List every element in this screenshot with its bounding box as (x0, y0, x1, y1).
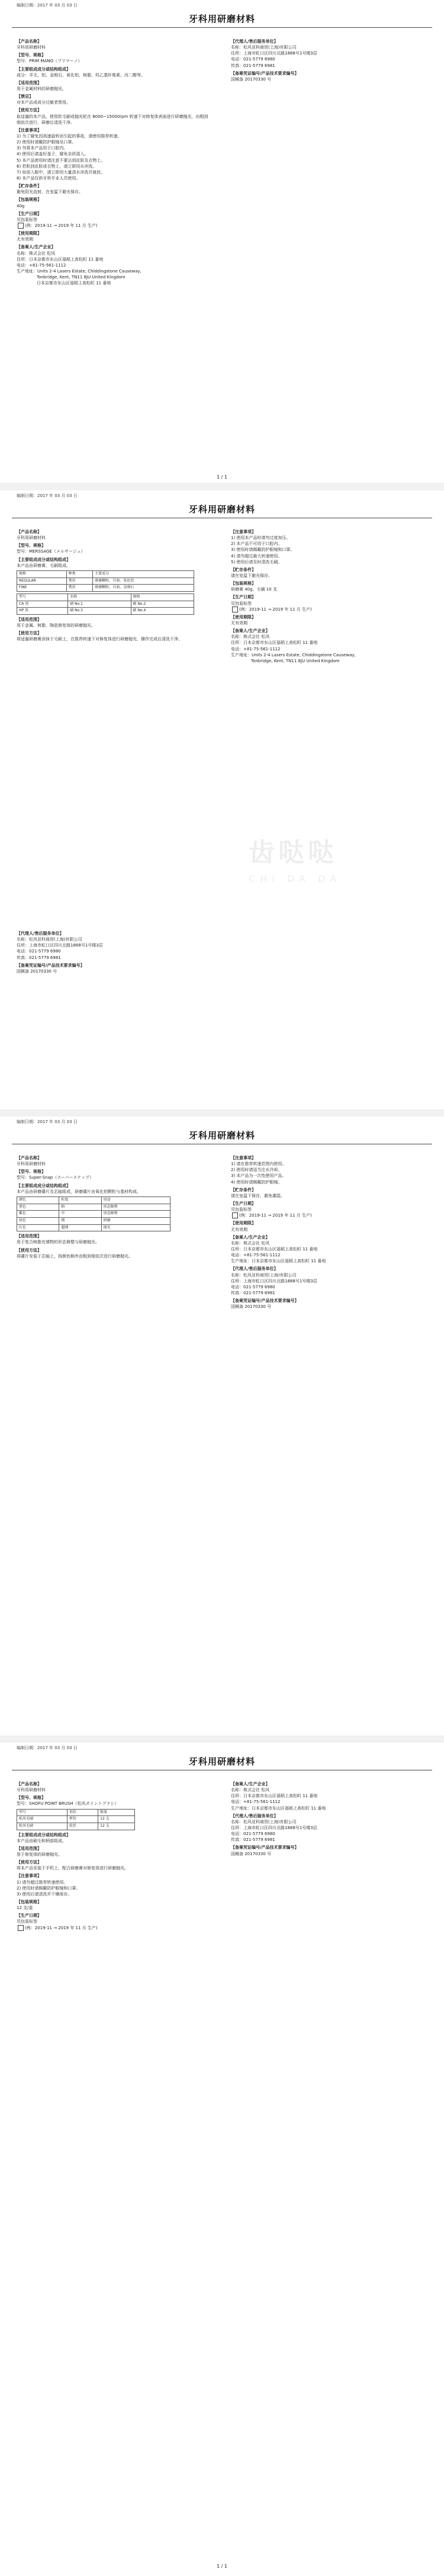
filer-name: 名称：株式会社 松风 (231, 634, 270, 640)
mfg-date-format: (例：2019-11 → 2019 年 11 月 生产) (17, 1925, 212, 1931)
section-heading: 【代理人/售后服务单位】 (231, 39, 278, 44)
filer-tel: 电话：+81-75-561-1112 (17, 262, 66, 268)
right-column (231, 1779, 426, 1857)
table-cell: 形态修整 (101, 1204, 170, 1211)
filer-address: 住所：日本京都市东山区福稻上高松町 11 番地 (17, 256, 104, 262)
warning-item: 2) 使用时请戴防护眼镜及口罩。 (17, 140, 76, 145)
page-title: 牙科用研磨材料 (188, 1756, 255, 1767)
composition: 本产品由刷毛和柄部组成。 (17, 1838, 66, 1843)
product-name: 牙科用研磨材料 (17, 1162, 46, 1167)
table-row (17, 1217, 170, 1224)
usage-method: 取适量的本产品，使用软毛刷或抛光轮在 8000~15000rpm 转速下对修复体表面进行研磨抛光，由粗到细依次进行，研磨后清洗干净。 (17, 114, 208, 125)
agent-name: 名称：松风亚科商贸(上海)有限公司 (231, 1819, 297, 1824)
filer-address: 住所：日本京都市东山区福稻上高松町 11 番地 (231, 1246, 318, 1252)
section-heading: 【代理人/售后服务单位】 (17, 931, 64, 936)
section-heading: 【备案凭证编号/产品技术要求编号】 (231, 1845, 299, 1850)
table-row (17, 585, 194, 592)
product-model: 型号：MERSSAGE（メルサージュ） (17, 549, 85, 554)
section-heading: 【使用期限】 (17, 231, 41, 236)
table-cell: 12 支 (98, 1823, 135, 1830)
table-cell: 研磨 (101, 1217, 170, 1224)
section-heading: 【生产日期】 (17, 211, 41, 216)
section-heading: 【注意事项】 (17, 1874, 41, 1879)
table-header: 种类 (66, 570, 92, 578)
disc-table (17, 1196, 170, 1231)
page-gap (0, 1109, 444, 1117)
table-cell: FINE (17, 585, 67, 592)
table-header-row (17, 1809, 135, 1816)
scope: 用于金属、树脂、陶瓷修复体的研磨抛光。 (17, 623, 95, 628)
section-heading: 【产品名称】 (17, 39, 41, 44)
agent-address: 住所：上海市虹口区四川北路1888号1号楼3层 (231, 1825, 317, 1830)
maker-address: 生产地址：日本京都市东山区福稻上高松町 11 番地 (231, 1259, 326, 1264)
composition: 本产品由研磨碟片及芯轴组成，研磨碟片由氧化铝颗粒与基材构成。 (17, 1189, 141, 1194)
page-title: 牙科用研磨材料 (188, 1130, 255, 1141)
warning-item: 4) 使用时请佩戴防护眼镜。 (231, 1179, 282, 1185)
warning-item: 3) 本产品为一次性使用产品。 (231, 1173, 287, 1179)
section-heading: 【包装规格】 (231, 581, 256, 586)
section-heading: 【注意事项】 (231, 530, 256, 534)
registration-no: 国械备 20170330 号 (231, 1304, 272, 1310)
section-heading: 【包装规格】 (17, 1900, 41, 1905)
section-heading: 【贮存条件】 (231, 567, 256, 572)
watermark: 齿哒哒 CHI DA DA (249, 838, 342, 884)
left-column (17, 527, 212, 643)
section-heading: 【型号、规格】 (17, 1795, 46, 1801)
table-cell: 形态修整 (101, 1211, 170, 1218)
table-cell: 膏状 (66, 585, 92, 592)
section-heading: 【适用范围】 (17, 80, 41, 85)
table-cell: CA 用 (17, 601, 68, 608)
table-cell: 红色 (17, 1224, 59, 1231)
filer-name: 名称：株式会社 松风 (231, 1240, 270, 1246)
expiry: 无有效期 (231, 1227, 247, 1232)
warning-item: 3) 勿将本产品用于口腔内。 (17, 146, 68, 151)
table-cell: 细 (59, 1217, 101, 1224)
maker-address-2: Tonbridge, Kent, TN11 8JU United Kingdom (251, 658, 340, 663)
table-header-row (17, 594, 194, 601)
table-cell: 研磨颗粒、甘油、金刚石 (93, 585, 194, 592)
title-rule (12, 27, 432, 28)
section-heading: 【使用方法】 (17, 1860, 41, 1865)
table-cell: 刷 No.2 (131, 601, 194, 608)
date-label: 编制日期：2017 年 03 月 03 日 (17, 493, 78, 498)
warning-item: 4) 请勿超过最大转速使用。 (231, 553, 282, 559)
table-cell: 抛光 (101, 1224, 170, 1231)
warning-item: 1) 请勿超过推荐转速使用。 (17, 1879, 68, 1885)
mfg-date-format: (例：2019-11 → 2019 年 11 月 生产) (231, 607, 426, 612)
page-number: 1 / 1 (217, 2564, 227, 2569)
document-page-3 (12, 1117, 432, 1735)
scope: 用于复合树脂充填物的形态修整与研磨抛光。 (17, 1240, 99, 1245)
product-name: 牙科用研磨材料 (17, 1788, 46, 1793)
table-cell: 刷 No.1 (68, 601, 131, 608)
mfg-date: 见包装标签 (17, 1919, 37, 1924)
table-cell: 刷 No.4 (131, 608, 194, 615)
section-heading: 【备案人/生产企业】 (231, 1782, 270, 1786)
section-heading: 【生产日期】 (17, 1913, 41, 1919)
section-heading: 【型号、规格】 (17, 53, 46, 58)
maker-address-3: 日本京都市东山区福稻上高松町 11 番地 (37, 281, 111, 286)
package: 12 支/盒 (17, 1905, 33, 1911)
warning-item: 2) 使用时请适当注水冷却。 (231, 1167, 282, 1173)
warning-item: 7) 如误入眼中，请立即用大量清水冲洗并就医。 (17, 169, 105, 175)
section-heading: 【备案凭证编号/产品技术要求编号】 (17, 963, 85, 968)
qr-icon (18, 1925, 24, 1931)
agent-fax: 传真：021-5779 6981 (231, 1290, 275, 1295)
table-header: 颜色 (17, 1196, 59, 1204)
page-gap (0, 483, 444, 490)
product-model: 型号：PRIM MANO（プリマーノ） (17, 59, 82, 64)
section-heading: 【使用方法】 (17, 1247, 41, 1253)
filer-tel: 电话：+81-75-561-1112 (231, 1253, 281, 1258)
expiry: 无有效期 (17, 237, 33, 242)
table-cell: 黑色 (17, 1204, 59, 1211)
section-heading: 【使用方法】 (17, 108, 41, 113)
table-header: 规格 (17, 570, 67, 578)
filer-name: 名称：株式会社 松风 (231, 1788, 270, 1793)
document-page-4 (12, 1743, 432, 2576)
maker-address: 生产地址：日本京都市东山区福稻上高松町 11 番地 (231, 1805, 326, 1811)
table-header: 主要成分 (93, 570, 194, 578)
table-cell: 研磨颗粒、甘油、氧化铝 (93, 578, 194, 585)
date-label: 编制日期：2017 年 03 月 03 日 (17, 3, 78, 8)
storage: 避免阳光直射，在室温下避光保存。 (17, 190, 83, 195)
warning-item: 2) 本产品不可用于口腔内。 (231, 541, 282, 547)
agent-tel: 电话：021-5779 6980 (231, 1831, 275, 1837)
table-cell: HP 用 (17, 608, 68, 615)
left-column (17, 1779, 212, 1931)
table-header: 用途 (101, 1196, 170, 1204)
page-title: 牙科用研磨材料 (188, 14, 255, 24)
document-page-1 (12, 0, 432, 483)
section-heading: 【贮存条件】 (231, 1187, 256, 1192)
agent-tel: 电话：021-5779 6980 (17, 949, 61, 954)
table-header: 型号 (17, 1809, 67, 1816)
package: 40g (17, 203, 25, 208)
agent-name: 名称：松风亚科商贸(上海)有限公司 (231, 1272, 297, 1278)
section-heading: 【备案人/生产企业】 (231, 1234, 270, 1240)
agent-fax: 传真：021-5779 6981 (231, 63, 275, 68)
table-header: 型号 (17, 594, 68, 601)
section-heading: 【备案凭证编号/产品技术要求编号】 (231, 1298, 299, 1304)
registration-no: 国械备 20170330 号 (231, 76, 272, 82)
registration-no: 国械备 20170330 号 (231, 1851, 272, 1856)
table-cell: 膏状 (66, 578, 92, 585)
section-heading: 【产品名称】 (17, 1782, 41, 1786)
brush-table (17, 594, 194, 615)
section-heading: 【注意事项】 (17, 127, 41, 133)
section-heading: 【代理人/售后服务单位】 (231, 1813, 278, 1818)
date-label: 编制日期：2017 年 03 月 03 日 (17, 1119, 78, 1124)
product-name: 牙科用研磨材料 (17, 535, 46, 541)
agent-name: 名称：松风亚科商贸(上海)有限公司 (17, 937, 82, 942)
maker-address-2: Tonbridge, Kent, TN11 8JU United Kingdom (37, 275, 126, 280)
section-heading: 【产品名称】 (17, 1156, 41, 1160)
qr-icon (18, 223, 24, 229)
section-heading: 【主要组成成分或结构组成】 (17, 1183, 70, 1188)
scope: 用于修复体的研磨抛光。 (17, 1852, 62, 1858)
page-gap (0, 1735, 444, 1743)
filer-address: 住所：日本京都市东山区福稻上高松町 11 番地 (231, 1794, 318, 1799)
section-heading: 【备案人/生产企业】 (17, 245, 56, 250)
maker-address: 生产地址：Units 2-4 Lasers Estate, Chiddingstone Causeway, (17, 268, 141, 274)
warning-item: 2) 使用时请佩戴防护眼镜和口罩。 (17, 1885, 81, 1891)
agent-address: 住所：上海市虹口区四川北路1888号1号楼3层 (231, 1278, 317, 1284)
qr-icon (232, 1212, 238, 1218)
package: 研磨膏 40g，毛刷 10 支 (231, 587, 277, 592)
registration-no: 国械备 20170330 号 (17, 968, 57, 974)
section-heading: 【备案凭证编号/产品技术要求编号】 (231, 70, 299, 76)
agent-address: 住所：上海市虹口区四川北路1888号1号楼3层 (17, 943, 103, 948)
table-row (17, 1204, 170, 1211)
product-model: 型号：SHOFU POINT BRUSH（松风ポイントブラシ） (17, 1801, 119, 1807)
filer-tel: 电话：+81-75-561-1112 (231, 1799, 281, 1805)
brush-table (17, 1809, 135, 1830)
warning-item: 3) 使用后请清洗并干燥保存。 (17, 1891, 72, 1897)
mfg-date: 见包装标签 (17, 217, 37, 222)
section-heading: 【使用期限】 (231, 1221, 256, 1226)
warning-item: 1) 为了避免因高速旋转而引起的事故，请使用推荐转速。 (17, 133, 122, 139)
bottom-left-block (17, 929, 212, 974)
table-header-row (17, 570, 194, 578)
section-heading: 【禁忌】 (17, 94, 33, 100)
warning-item: 6) 若粘到皮肤或衣物上，请立即用水冲洗。 (17, 163, 97, 169)
page-title: 牙科用研磨材料 (188, 504, 255, 515)
table-cell: 刷 No.3 (68, 608, 131, 615)
section-heading: 【主要组成成分或结构组成】 (17, 1832, 70, 1837)
table-cell: 超细 (59, 1224, 101, 1231)
section-heading: 【生产日期】 (231, 1201, 256, 1206)
table-header-row (17, 1196, 170, 1204)
table-cell: 松风毛刷 (17, 1823, 67, 1830)
section-heading: 【型号、规格】 (17, 1169, 46, 1175)
table-cell: 轮状 (67, 1823, 98, 1830)
right-column (231, 1153, 426, 1310)
warning-item: 5) 本产品使用时请注意不要沾到皮肤及衣物上。 (17, 158, 105, 163)
contraindication: 对本产品或成分过敏者禁用。 (17, 100, 70, 105)
table-row (17, 608, 194, 615)
scope: 用于金属材料的研磨抛光。 (17, 86, 66, 91)
table-row (17, 1224, 170, 1231)
mfg-date-format: (例：2019-11 → 2019 年 11 月 生产) (231, 1212, 426, 1218)
section-heading: 【型号、规格】 (17, 543, 46, 548)
warning-item: 4) 使用后请盖好盖子，避免杂质混入。 (17, 152, 89, 157)
filer-tel: 电话：+81-75-561-1112 (231, 646, 281, 652)
section-heading: 【注意事项】 (231, 1156, 256, 1160)
agent-tel: 电话：021-5779 6980 (231, 1284, 275, 1289)
warning-item: 8) 本产品仅供牙科专业人员使用。 (17, 175, 81, 181)
storage: 请在室温下保存，避免潮湿。 (231, 1193, 285, 1198)
right-column (231, 527, 426, 664)
section-heading: 【产品名称】 (17, 530, 41, 534)
agent-name: 名称：松风亚科商贸(上海)有限公司 (231, 45, 297, 50)
agent-fax: 传真：021-5779 6981 (17, 955, 61, 960)
page-number: 1 / 1 (217, 474, 227, 480)
warning-item: 1) 使用本产品时请勿过度加压。 (231, 535, 291, 541)
maker-address: 生产地址：Units 2-4 Lasers Estate, Chiddingstone Causeway, (231, 652, 356, 657)
table-cell: 绿色 (17, 1217, 59, 1224)
warning-item: 5) 使用后请及时清洗毛刷。 (231, 559, 282, 564)
mfg-date: 见包装标签 (231, 601, 252, 606)
section-heading: 【主要组成成分或结构组成】 (17, 66, 70, 72)
section-heading: 【使用方法】 (17, 631, 41, 636)
agent-address: 住所：上海市虹口区四川北路1888号1号楼3层 (231, 51, 317, 56)
filer-name: 名称：株式会社 松风 (17, 251, 56, 256)
section-heading: 【贮存条件】 (17, 184, 41, 189)
product-model: 型号：Super-Snap（スーパースナップ） (17, 1175, 94, 1180)
warning-item: 3) 使用时请佩戴防护眼镜和口罩。 (231, 547, 295, 553)
table-cell: 杯状 (67, 1816, 98, 1823)
composition: 本产品由研磨膏、毛刷组成。 (17, 563, 70, 568)
left-column (17, 1153, 212, 1259)
table-row (17, 601, 194, 608)
mfg-date-format: (例：2019-11 → 2019 年 11 月 生产) (17, 223, 212, 229)
table-row (17, 1823, 135, 1830)
section-heading: 【使用期限】 (231, 614, 256, 620)
table-header: 粒度 (59, 1196, 101, 1204)
expiry: 无有效期 (231, 620, 247, 625)
agent-fax: 传真：021-5779 6981 (231, 1837, 275, 1843)
mfg-date: 见包装标签 (231, 1207, 252, 1212)
section-heading: 【适用范围】 (17, 1234, 41, 1239)
section-heading: 【主要组成成分或结构组成】 (17, 557, 70, 562)
left-column (17, 37, 212, 286)
table-header: 形状 (67, 1809, 98, 1816)
table-cell: 紫色 (17, 1211, 59, 1218)
section-heading: 【适用范围】 (17, 617, 41, 622)
composition: 成分：羊毛、铝、金刚石、氧化铝、树脂、羟乙基纤维素、丙二醇等。 (17, 72, 145, 78)
warning-item: 1) 请在推荐转速范围内使用。 (231, 1162, 287, 1167)
right-column (231, 37, 426, 82)
document-page-2 (12, 490, 432, 1109)
qr-icon (232, 607, 238, 612)
table-row (17, 1211, 170, 1218)
section-heading: 【生产日期】 (231, 595, 256, 600)
table-header: 名称 (68, 594, 131, 601)
table-header: 规格 (131, 594, 194, 601)
usage-method: 将适量研磨膏涂抹于毛刷上，在推荐转速下对修复体进行研磨抛光，操作完成后清洗干净。 (17, 637, 182, 642)
composition-table (17, 570, 194, 592)
usage-method: 将碟片安装于芯轴上，按颜色顺序由粗到细依次进行研磨抛光。 (17, 1253, 133, 1259)
storage: 请在室温下避光保存。 (231, 573, 272, 578)
table-cell: 中 (59, 1211, 101, 1218)
section-heading: 【包装规格】 (17, 197, 41, 203)
table-cell: REGULAR (17, 578, 67, 585)
section-heading: 【代理人/售后服务单位】 (231, 1266, 278, 1272)
table-row (17, 578, 194, 585)
table-header: 数量 (98, 1809, 135, 1816)
date-label: 编制日期：2017 年 03 月 03 日 (17, 1746, 78, 1750)
section-heading: 【备案人/生产企业】 (231, 628, 270, 634)
table-cell: 松风毛刷 (17, 1816, 67, 1823)
table-cell: 粗 (59, 1204, 101, 1211)
product-name: 牙科用研磨材料 (17, 45, 46, 50)
table-cell: 12 支 (98, 1816, 135, 1823)
table-row (17, 1816, 135, 1823)
usage-method: 将本产品安装于手机上，配合研磨膏对修复体进行研磨抛光。 (17, 1866, 128, 1871)
agent-tel: 电话：021-5779 6980 (231, 57, 275, 62)
filer-address: 住所：日本京都市东山区福稻上高松町 11 番地 (231, 640, 318, 646)
section-heading: 【适用范围】 (17, 1846, 41, 1851)
